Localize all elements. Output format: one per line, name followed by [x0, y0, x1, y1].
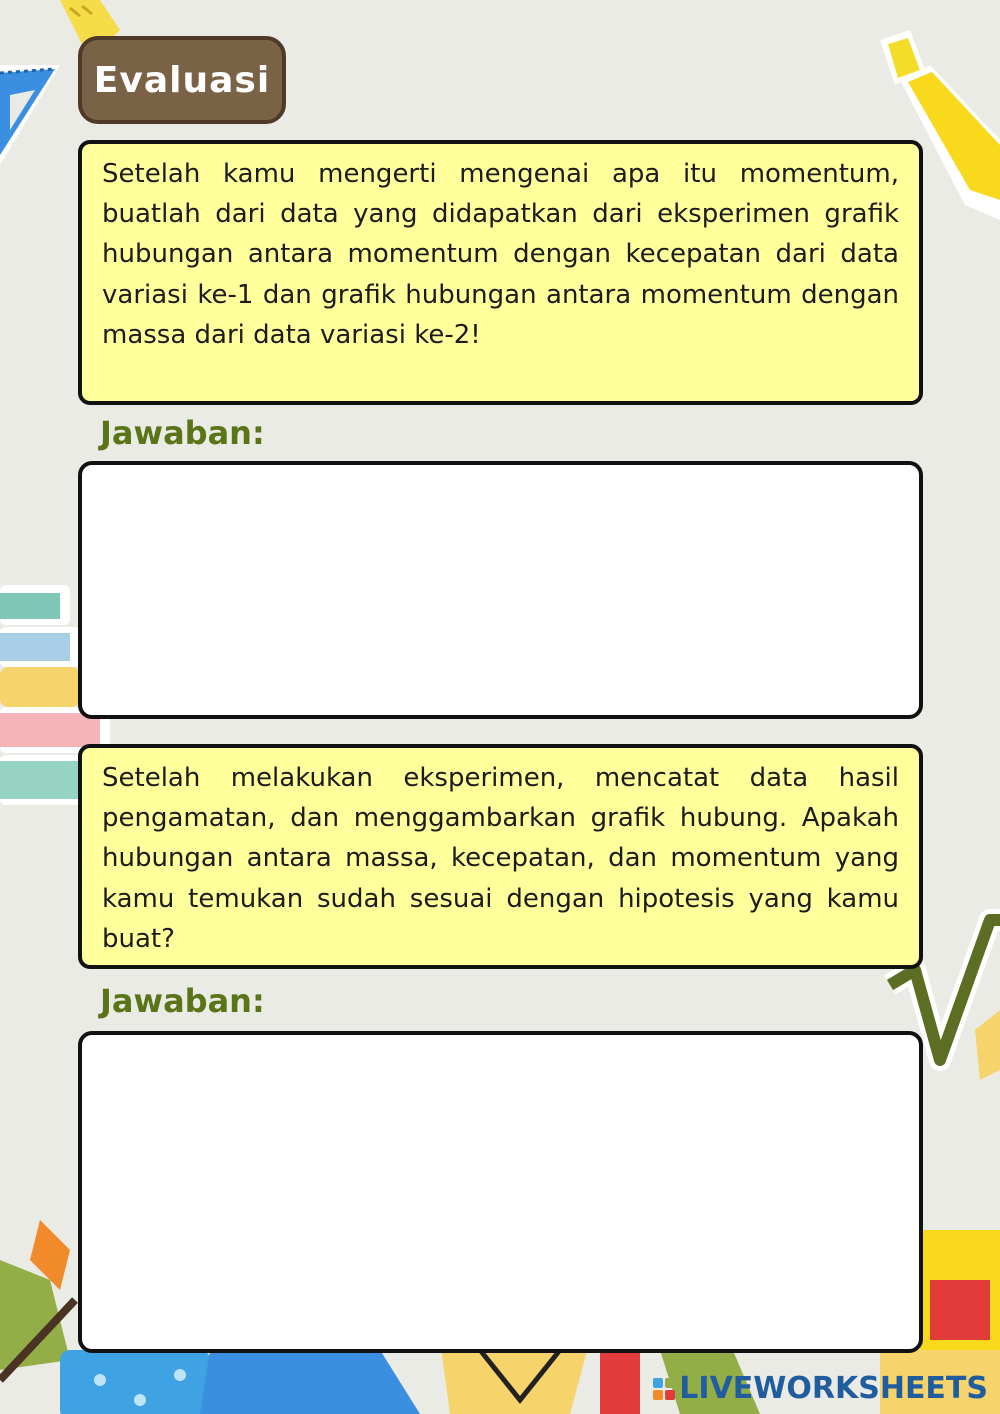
section-title: Evaluasi: [93, 59, 271, 101]
answer-label-1: Jawaban:: [100, 414, 265, 452]
question-box-2: [78, 744, 923, 969]
question-box-1: [78, 140, 923, 405]
set-square-icon: [0, 55, 90, 175]
question-text-1: Setelah kamu mengerti mengenai apa itu momentum, buatlah dari data yang didapatkan dari eksperimen grafik hubungan antara momentum dengan kecepatan dari data variasi ke-1 dan grafik hubungan antara momentum dengan massa dari data variasi ke-2!: [102, 159, 899, 350]
question-text-2: Setelah melakukan eksperimen, mencatat data hasil pengamatan, dan menggambarkan grafik hubung. Apakah hubungan antara massa, kecepatan, dan momentum yang kamu temukan sudah sesuai dengan hipotesis yang kamu buat?: [102, 763, 899, 954]
answer-box-1[interactable]: [78, 461, 923, 719]
answer-box-2[interactable]: [78, 1031, 923, 1353]
section-title-badge: [78, 36, 286, 124]
liveworksheets-logo-icon: [653, 1378, 675, 1400]
watermark-text: LIVEWORKSHEETS: [679, 1371, 988, 1406]
answer-label-2: Jawaban:: [100, 982, 265, 1020]
liveworksheets-logo: [653, 1371, 988, 1406]
